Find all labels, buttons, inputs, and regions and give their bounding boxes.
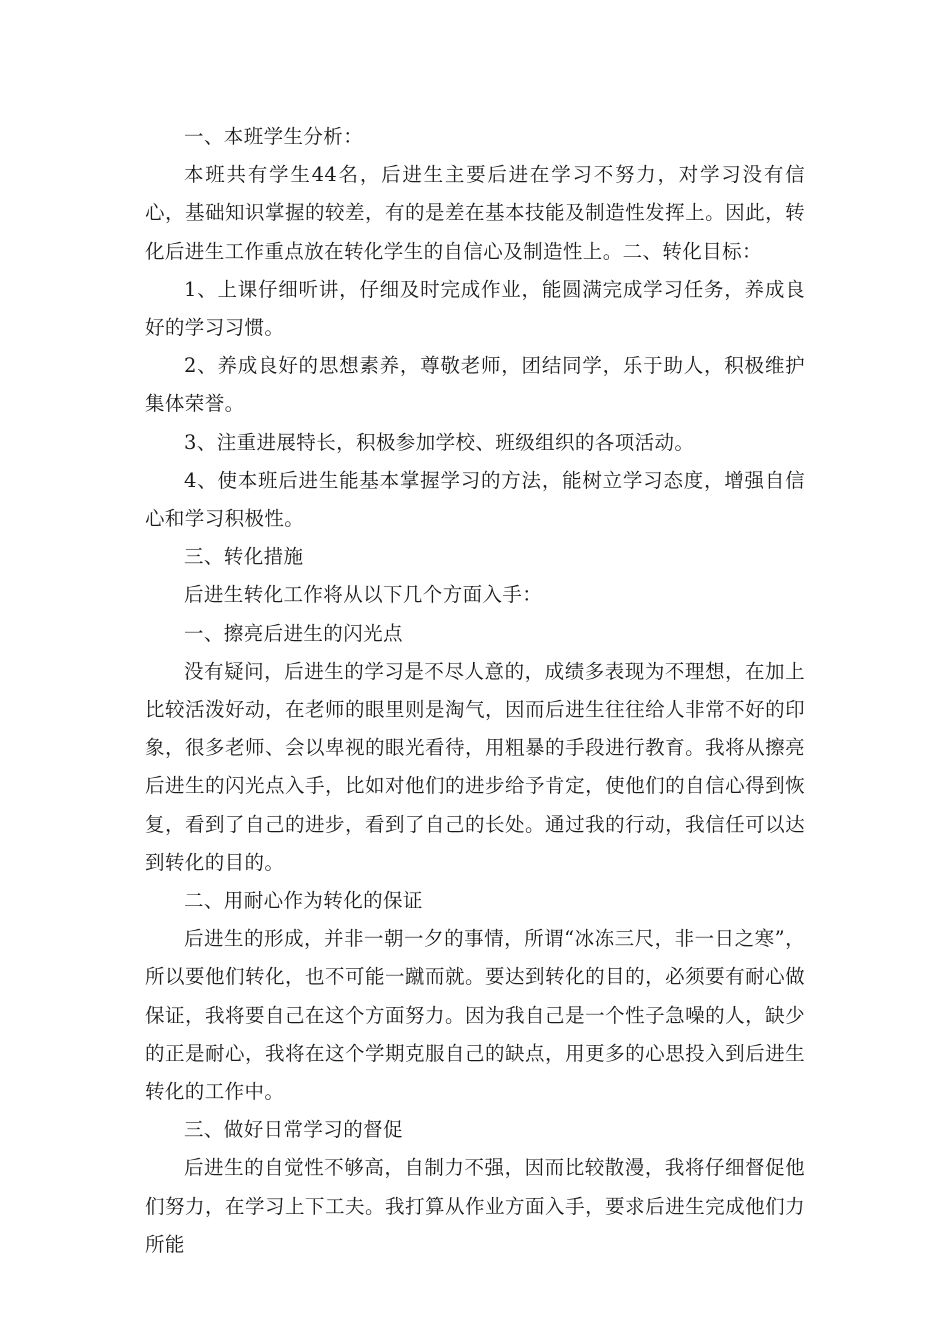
goal-item-2: 2、养成良好的思想素养，尊敬老师，团结同学，乐于助人，积极维护集体荣誉。 bbox=[145, 354, 805, 416]
section-heading-student-analysis: 一、本班学生分析： bbox=[184, 125, 364, 148]
subheading-daily-supervision: 三、做好日常学习的督促 bbox=[184, 1118, 403, 1142]
goal-item-1: 1、上课仔细听讲，仔细及时完成作业，能圆满完成学习任务，养成良好的学习习惯。 bbox=[145, 277, 805, 340]
document-body bbox=[145, 118, 805, 1264]
goal-item-4: 4、使本班后进生能基本掌握学习的方法，能树立学习态度，增强自信心和学习积极性。 bbox=[145, 468, 805, 531]
subheading-highlight-strengths: 一、擦亮后进生的闪光点 bbox=[184, 621, 403, 645]
goal-item-3: 3、注重进展特长，积极参加学校、班级组织的各项活动。 bbox=[184, 430, 695, 454]
paragraph-daily-supervision: 后进生的自觉性不够高，自制力不强，因而比较散漫，我将仔细督促他们努力，在学习上下工夫。我打算从作业方面入手，要求后进生完成他们力所能 bbox=[145, 1156, 805, 1256]
paragraph-class-overview: 本班共有学生44名，后进生主要后进在学习不努力，对学习没有信心，基础知识掌握的较差，有的是差在基本技能及制造性发挥上。因此，转化后进生工作重点放在转化学生的自信心及制造性上。二、转化目标： bbox=[145, 163, 805, 263]
section-heading-measures: 三、转化措施 bbox=[184, 545, 304, 569]
paragraph-measures-intro: 后进生转化工作将从以下几个方面入手： bbox=[184, 583, 543, 607]
paragraph-patience: 后进生的形成，并非一朝一夕的事情，所谓“冰冻三尺，非一日之寒”，所以要他们转化，也不可能一蹴而就。要达到转化的目的，必须要有耐心做保证，我将要自己在这个方面努力。因为我自己是一个性子急噪的人，缺少的正是耐心，我将在这个学期克服自己的缺点，用更多的心思投入到后进生转化的工作中。 bbox=[145, 927, 805, 1104]
paragraph-highlight-strengths: 没有疑问，后进生的学习是不尽人意的，成绩多表现为不理想，在加上比较活泼好动，在老师的眼里则是淘气，因而后进生往往给人非常不好的印象，很多老师、会以卑视的眼光看待，用粗暴的手段进行教育。我将从擦亮后进生的闪光点入手，比如对他们的进步给予肯定，使他们的自信心得到恢复，看到了自己的进步，看到了自己的长处。通过我的行动，我信任可以达到转化的目的。 bbox=[145, 659, 805, 874]
subheading-patience: 二、用耐心作为转化的保证 bbox=[184, 889, 423, 913]
